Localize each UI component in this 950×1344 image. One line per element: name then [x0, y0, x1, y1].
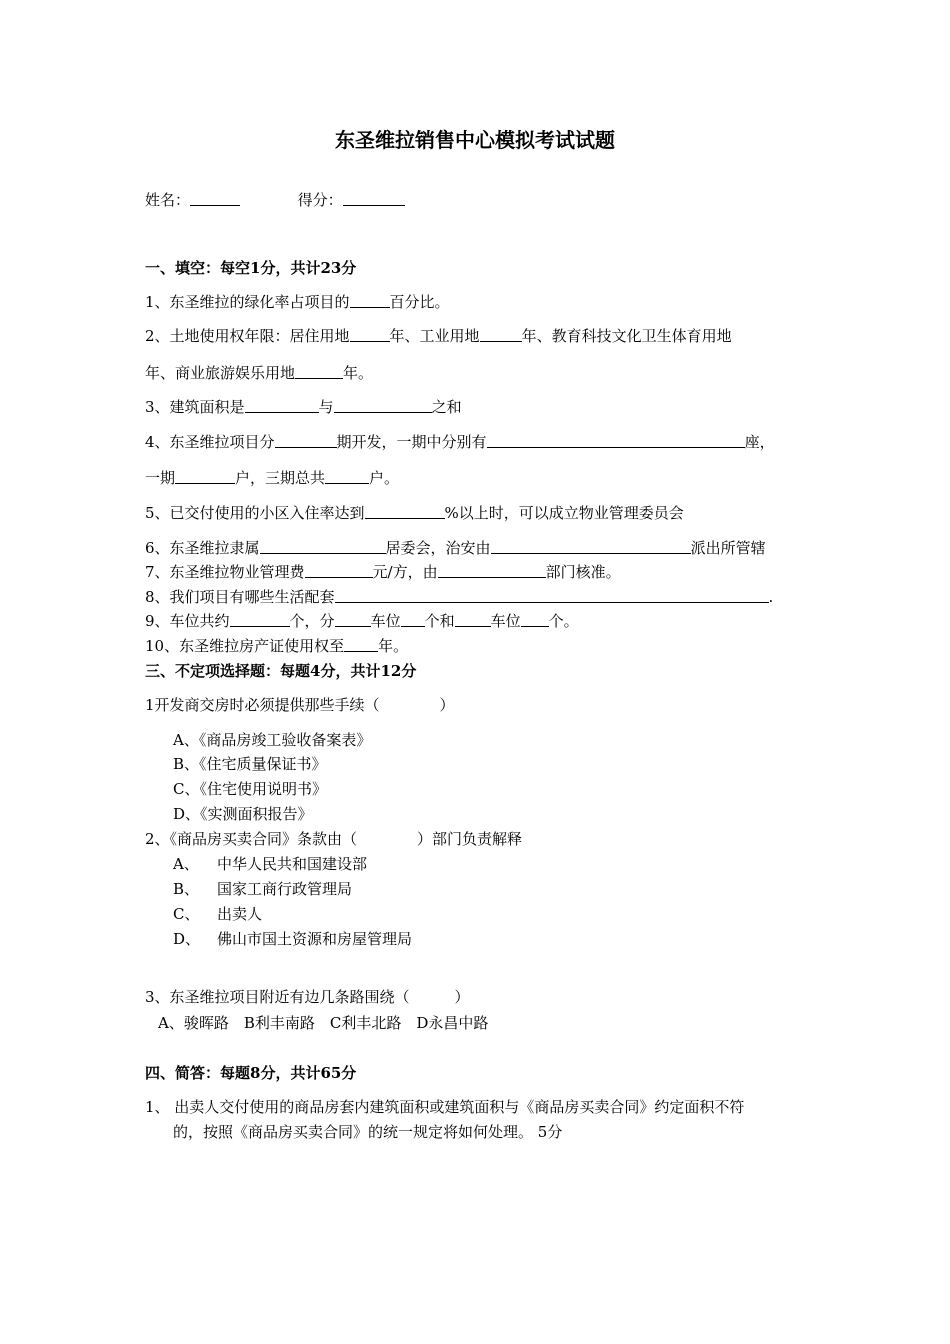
- mc2-option-d-text: 佛山市国土资源和房屋管理局: [217, 930, 413, 948]
- q7-text-a: 7、东圣维拉物业管理费: [145, 563, 305, 581]
- q5-text-b: %以上时，可以成立物业管理委员会: [444, 504, 684, 522]
- q6-text-a: 6、东圣维拉隶属: [145, 539, 260, 557]
- mc2-option-d[interactable]: [173, 929, 412, 949]
- mc3-options[interactable]: A、骏晖路 B利丰南路 C利丰北路 D永昌中路: [158, 1014, 489, 1032]
- question-10: [145, 636, 408, 656]
- q2-blank-3[interactable]: [295, 363, 343, 379]
- q2-text-c: 年、教育科技文化卫生体育用地: [521, 327, 732, 345]
- q2-blank-2[interactable]: [480, 326, 522, 342]
- q7-blank-1[interactable]: [305, 562, 373, 578]
- q1-blank[interactable]: [350, 292, 390, 308]
- section3-heading: 三、不定项选择题：每题4分，共计12分: [145, 662, 417, 680]
- q9-blank-4[interactable]: [455, 611, 491, 627]
- mc2-option-a-label: A、: [173, 855, 199, 873]
- q10-text-b: 年。: [378, 637, 409, 655]
- short-answer-1-line1: 1、 出卖人交付使用的商品房套内建筑面积或建筑面积与《商品房买卖合同》约定面积不符: [145, 1098, 745, 1116]
- q4-blank-1[interactable]: [275, 432, 337, 448]
- question-6: [145, 538, 766, 558]
- q3-text-c: 之和: [431, 398, 462, 416]
- mc1-option-b[interactable]: B、《住宅质量保证书》: [173, 755, 327, 773]
- q3-text-b: 与: [318, 398, 334, 416]
- q4-blank-3[interactable]: [175, 468, 235, 484]
- mc2-option-b-text: 国家工商行政管理局: [217, 880, 353, 898]
- q9-text-e: 车位: [490, 612, 521, 630]
- q2-text-b: 年、工业用地: [389, 327, 480, 345]
- question-7: [145, 562, 621, 582]
- q4-blank-2[interactable]: [487, 432, 745, 448]
- q4-text-f: 户。: [369, 469, 400, 487]
- mc-question-1: 1开发商交房时必须提供那些手续（ ）: [145, 696, 455, 714]
- question-2-line2: [145, 363, 373, 383]
- mc2-option-b[interactable]: [173, 879, 352, 899]
- mc2-option-c-text: 出卖人: [217, 905, 263, 923]
- mc1-option-d[interactable]: D、《实测面积报告》: [173, 805, 313, 823]
- q9-text-c: 车位: [370, 612, 401, 630]
- q1-text-b: 百分比。: [389, 293, 450, 311]
- q4-text-a: 4、东圣维拉项目分: [145, 433, 275, 451]
- question-9: [145, 611, 579, 631]
- mc1-option-a[interactable]: A、《商品房竣工验收备案表》: [173, 731, 372, 749]
- question-2-line1: [145, 326, 732, 346]
- q3-blank-1[interactable]: [245, 397, 319, 413]
- score-label: 得分：: [297, 191, 343, 209]
- question-4-line2: [145, 468, 399, 488]
- q4-text-b: 期开发，一期中分别有: [336, 433, 487, 451]
- q9-text-f: 个。: [548, 612, 579, 630]
- q5-text-a: 5、已交付使用的小区入住率达到: [145, 504, 365, 522]
- header-row: [145, 190, 405, 210]
- q9-blank-2[interactable]: [335, 611, 371, 627]
- q6-blank-2[interactable]: [491, 538, 691, 554]
- q7-text-c: 部门核准。: [545, 563, 621, 581]
- q6-text-c: 派出所管辖: [690, 539, 766, 557]
- q1-text-a: 1、东圣维拉的绿化率占项目的: [145, 293, 350, 311]
- q8-blank[interactable]: [335, 587, 769, 603]
- q2-text-a: 2、土地使用权年限：居住用地: [145, 327, 350, 345]
- mc2-option-c-label: C、: [173, 905, 200, 923]
- name-label: 姓名：: [145, 191, 191, 209]
- q6-text-b: 居委会，治安由: [385, 539, 491, 557]
- q3-blank-2[interactable]: [334, 397, 432, 413]
- q8-text-b: .: [768, 588, 774, 606]
- q2-text-d: 年、商业旅游娱乐用地: [145, 364, 296, 382]
- question-3: [145, 397, 462, 417]
- question-4-line1: [145, 432, 775, 452]
- q5-blank[interactable]: [365, 503, 445, 519]
- q9-blank-1[interactable]: [230, 611, 290, 627]
- mc2-option-a[interactable]: [173, 854, 367, 874]
- q10-blank[interactable]: [344, 636, 378, 652]
- q7-blank-2[interactable]: [438, 562, 546, 578]
- q9-text-a: 9、车位共约: [145, 612, 230, 630]
- q7-text-b: 元/方，由: [372, 563, 438, 581]
- q4-text-d: 一期: [145, 469, 176, 487]
- mc2-option-b-label: B、: [173, 880, 200, 898]
- score-blank[interactable]: [343, 190, 405, 206]
- mc2-option-c[interactable]: [173, 904, 262, 924]
- q3-text-a: 3、建筑面积是: [145, 398, 245, 416]
- q6-blank-1[interactable]: [260, 538, 386, 554]
- q9-text-b: 个，分: [289, 612, 335, 630]
- mc1-option-c[interactable]: C、《住宅使用说明书》: [173, 780, 327, 798]
- q9-blank-3[interactable]: [401, 611, 425, 627]
- mc2-option-a-text: 中华人民共和国建设部: [217, 855, 368, 873]
- q9-text-d: 个和: [424, 612, 455, 630]
- short-answer-1-line2: 的，按照《商品房买卖合同》的统一规定将如何处理。 5分: [173, 1123, 563, 1141]
- question-1: [145, 292, 450, 312]
- page-title: 东圣维拉销售中心模拟考试试题: [335, 128, 615, 152]
- name-blank[interactable]: [190, 190, 240, 206]
- q8-text-a: 8、我们项目有哪些生活配套: [145, 588, 335, 606]
- section4-heading: 四、简答：每题8分，共计65分: [145, 1064, 357, 1082]
- mc2-option-d-label: D、: [173, 930, 201, 948]
- question-5: [145, 503, 684, 523]
- q2-blank-1[interactable]: [350, 326, 390, 342]
- q9-blank-5[interactable]: [521, 611, 549, 627]
- mc-question-3: 3、东圣维拉项目附近有边几条路围绕（ ）: [145, 988, 470, 1006]
- mc-question-2: 2、《商品房买卖合同》条款由（ ）部门负责解释: [145, 830, 523, 848]
- q4-text-c: 座，: [744, 433, 775, 451]
- q4-blank-4[interactable]: [325, 468, 369, 484]
- q2-text-e: 年。: [343, 364, 374, 382]
- q4-text-e: 户，三期总共: [235, 469, 326, 487]
- question-8: [145, 587, 773, 607]
- section1-heading: 一、填空：每空1分，共计23分: [145, 259, 357, 277]
- q10-text-a: 10、东圣维拉房产证使用权至: [145, 637, 345, 655]
